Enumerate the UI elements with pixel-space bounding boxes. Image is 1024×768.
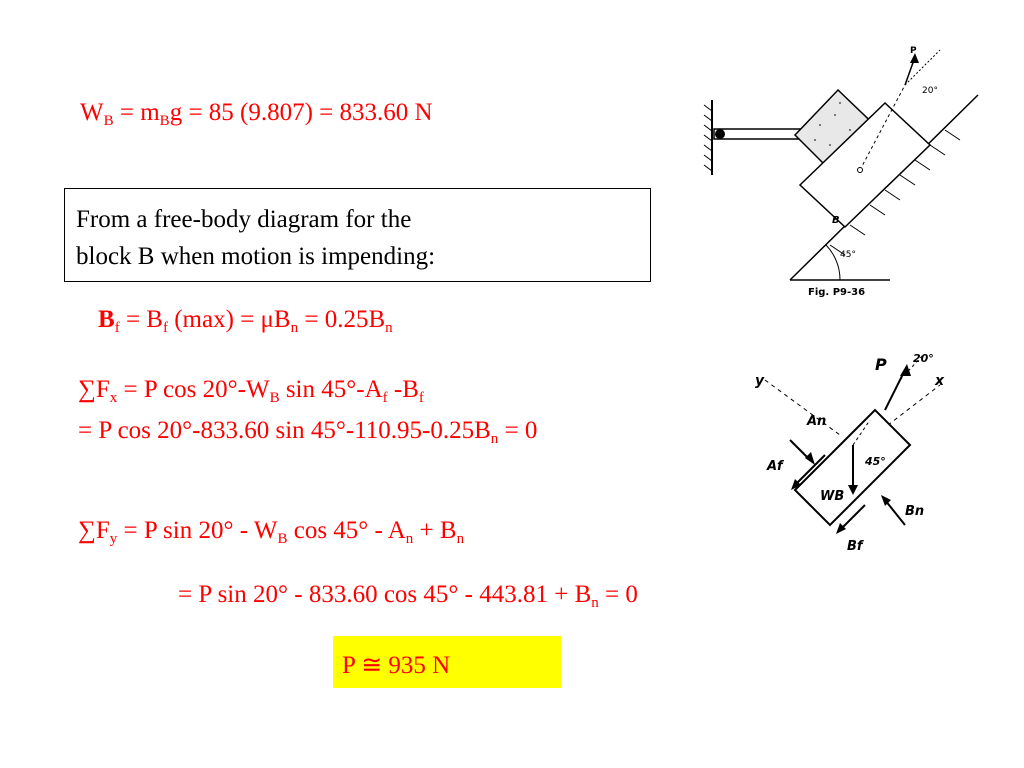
note-line-1: From a free-body diagram for the: [76, 206, 412, 233]
eq-text: W: [80, 99, 104, 126]
eq-text: = B: [119, 306, 163, 333]
note-line-2: block B when motion is impending:: [76, 243, 436, 270]
answer-text: P ≅ 935 N: [342, 652, 451, 679]
eq-text: g = 85 (9.807) = 833.60 N: [169, 99, 433, 126]
eq-subscript: f: [114, 320, 120, 336]
problem-figure: [700, 45, 990, 305]
eq-text: ∑F: [78, 376, 110, 403]
sum-fy-equation: [78, 517, 465, 547]
eq-subscript: B: [269, 390, 280, 406]
figure-caption: Fig. P9-36: [808, 287, 866, 298]
eq-text: -B: [387, 376, 419, 403]
sum-fx-substituted: [78, 417, 538, 447]
fbd-force-wb: WB: [820, 489, 845, 504]
fbd-force-bn: Bn: [905, 504, 925, 519]
eq-subscript: n: [385, 320, 393, 336]
eq-text: = P cos 20°-W: [117, 376, 270, 403]
eq-text: (max) = μB: [167, 306, 291, 333]
axis-y-label: y: [755, 373, 765, 389]
incline-angle-label: 45°: [840, 250, 856, 260]
force-angle-label: 20°: [922, 86, 938, 96]
free-body-note-box: [64, 188, 651, 282]
eq-subscript: n: [490, 431, 499, 447]
eq-text: ∑F: [78, 517, 110, 544]
answer-highlight: [333, 636, 561, 688]
eq-subscript: B: [103, 113, 114, 129]
eq-text: = 0: [498, 417, 538, 444]
eq-text: = 0.25B: [298, 306, 386, 333]
eq-text: cos 45° - A: [287, 517, 406, 544]
eq-subscript: f: [418, 390, 424, 406]
eq-subscript: f: [382, 390, 388, 406]
fbd-force-af: Af: [767, 459, 783, 474]
fbd-force-bf: Bf: [847, 539, 863, 554]
eq-subscript: f: [162, 320, 168, 336]
label-force-p: P: [910, 46, 917, 56]
eq-subscript: B: [159, 113, 170, 129]
label-block-b: B: [832, 215, 840, 226]
eq-text: = P cos 20°-833.60 sin 45°-110.95-0.25B: [78, 417, 491, 444]
eq-text: + B: [413, 517, 457, 544]
friction-equation: [98, 306, 393, 336]
eq-subscript: B: [277, 531, 288, 547]
eq-subscript: n: [405, 531, 414, 547]
free-body-diagram: [745, 340, 965, 560]
eq-text: = P sin 20° - W: [117, 517, 278, 544]
fbd-force-an: An: [807, 414, 827, 429]
eq-text: sin 45°-A: [279, 376, 383, 403]
sum-fx-equation: [78, 376, 424, 406]
fbd-force-p: P: [875, 355, 887, 374]
eq-text: = m: [113, 99, 160, 126]
eq-subscript: n: [456, 531, 465, 547]
sum-fy-substituted: [178, 581, 638, 611]
axis-x-label: x: [935, 373, 945, 389]
eq-text: = 0: [598, 581, 638, 608]
eq-subscript: n: [290, 320, 299, 336]
eq-text: B: [98, 306, 115, 333]
eq-subscript: n: [591, 595, 599, 611]
eq-text: = P sin 20° - 833.60 cos 45° - 443.81 + B: [178, 581, 592, 608]
eq-subscript: x: [109, 390, 118, 406]
fbd-angle-20: 20°: [913, 352, 934, 365]
weight-equation: [80, 99, 433, 129]
eq-subscript: y: [109, 531, 118, 547]
fbd-angle-45: 45°: [865, 455, 886, 468]
